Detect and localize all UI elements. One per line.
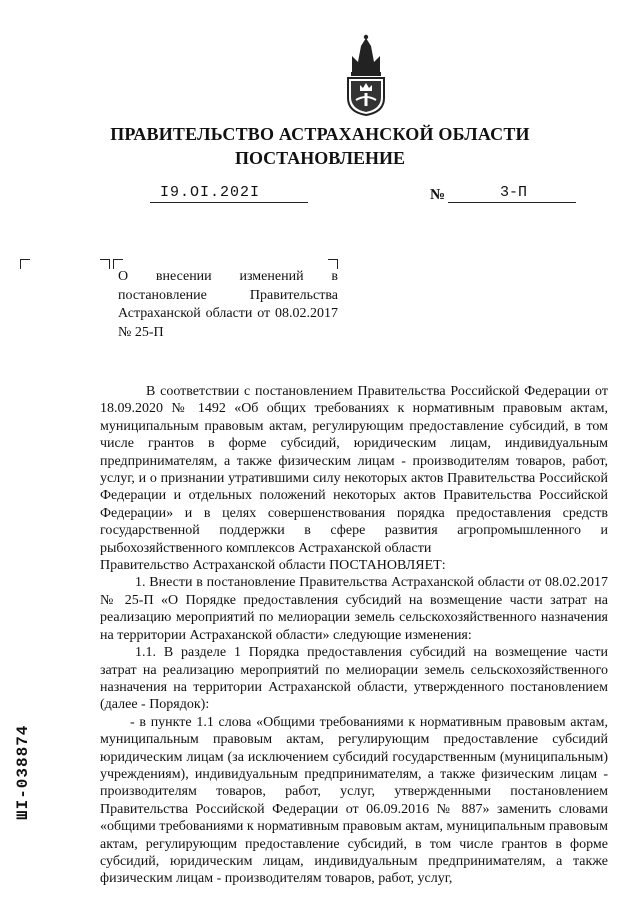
number-label: № [430,187,446,203]
corner-mark-subject-left-a [100,259,110,269]
bullet-paragraph: - в пункте 1.1 слова «Общими требованиями к нормативным правовым актам, муниципальным правовым актам, регулирующим предоставление субсидий юридическим лицам (за исключением субсидий государственным (муниципальным) учреждениям), индивидуальным предпринимателям, а также физическим лицам - производителям товаров, работ, услуг, утвержденными постановлением Правительства Российской Федерации от 06.09.2016 № 887» заменить словами «общими требованиями к нормативным правовым актам, муниципальным правовым актам, регулирующим предоставление субсидий, в том числе грантов в форме субсидий, юридическим лицам, индивидуальным предпринимателям, а также физическим лицам - производителям товаров, работ, услуг, [100,714,608,887]
document-type: ПОСТАНОВЛЕНИЕ [234,148,406,168]
government-title: ПРАВИТЕЛЬСТВО АСТРАХАНСКОЙ ОБЛАСТИ [110,124,530,144]
coat-of-arms-icon [344,34,388,116]
item-1-1-paragraph: 1.1. В разделе 1 Порядка предоставления субсидий на возмещение части затрат на реализацию мероприятий по мелиорации земель сельскохозяйственного назначения на территории Астраханской области, утвержденного постановлением (далее - Порядок): [100,645,608,713]
item-1-paragraph: 1. Внести в постановление Правительства Астраханской области от 08.02.2017 № 25-П «О Порядке предоставления субсидий на возмещение части затрат на реализацию мероприятий по мелиорации земель сельскохозяйственного назначения на территории Астраханской области» следующие изменения: [100,575,608,643]
side-serial-code: ШI-038874 [14,724,32,820]
document-date: I9.OI.202I [160,184,261,201]
number-underline [448,202,576,203]
document-body [100,383,608,888]
document-number: 3-П [500,184,528,201]
document-subject: О внесении изменений в постановление Правительства Астраханской области от 08.02.2017 № 25-П [118,269,338,340]
resolves-paragraph: Правительство Астраханской области ПОСТАНОВЛЯЕТ: [100,558,446,574]
preamble-paragraph: В соответствии с постановлением Правительства Российской Федерации от 18.09.2020 № 1492 «Об общих требованиях к нормативным правовым актам, муниципальным правовым актам, регулирующим предоставление субсидий, в том числе грантов в форме субсидий, юридическим лицам, индивидуальным предпринимателям, а также физическим лицам - производителям товаров, работ, услуг, и о признании утратившими силу некоторых актов Правительства Российской Федерации и отдельных положений некоторых актов Правительства Российской Федерации» и в целях совершенствования порядка предоставления средств государственной поддержки в сфере развития агропромышленного и рыбохозяйственного комплексов Астраханской области [100,384,608,556]
corner-mark-left [20,259,30,269]
date-underline [150,202,308,203]
